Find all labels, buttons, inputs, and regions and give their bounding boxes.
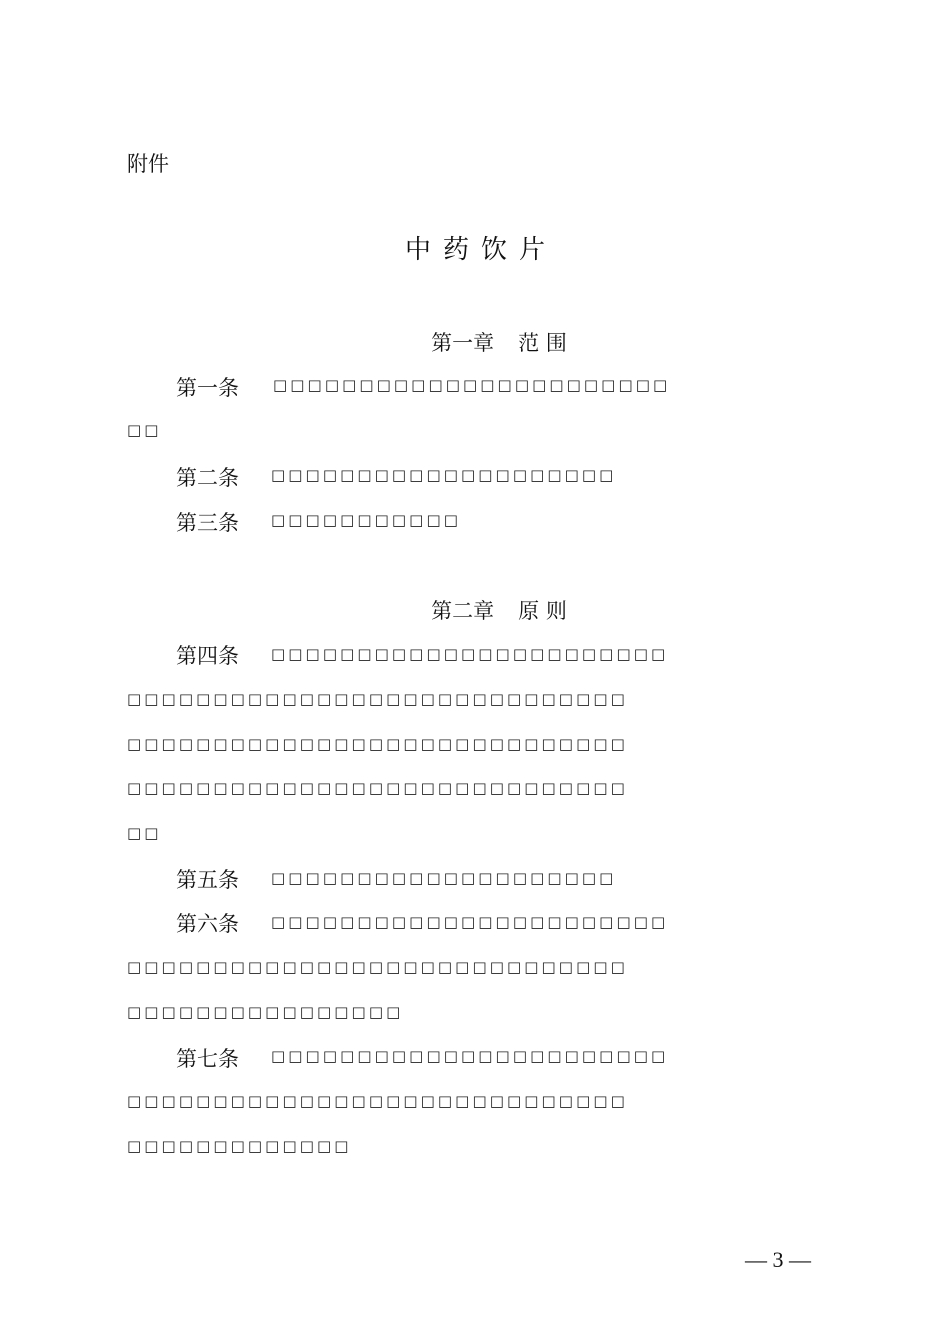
article-1-text-line-2: □□ <box>127 421 162 439</box>
article-6-label: 第六条 <box>176 912 239 936</box>
document-title: 中药饮片 <box>404 235 557 265</box>
article-5-text-line-1: □□□□□□□□□□□□□□□□□□□□ <box>271 869 617 887</box>
article-1-label: 第一条 <box>176 376 239 400</box>
article-3-label: 第三条 <box>176 511 239 535</box>
article-4-text-line-2: □□□□□□□□□□□□□□□□□□□□□□□□□□□□□ <box>127 690 628 708</box>
article-5-label: 第五条 <box>176 868 239 892</box>
chapter-1-heading <box>0 327 950 357</box>
article-7-text-line-1: □□□□□□□□□□□□□□□□□□□□□□□ <box>271 1047 669 1065</box>
article-4-text-line-3: □□□□□□□□□□□□□□□□□□□□□□□□□□□□□ <box>127 735 628 753</box>
article-7-label: 第七条 <box>176 1047 239 1071</box>
chapter-name: 原 则 <box>518 599 567 623</box>
chapter-name: 范 围 <box>518 331 567 355</box>
article-6-text-line-2: □□□□□□□□□□□□□□□□□□□□□□□□□□□□□ <box>127 958 628 976</box>
attachment-label: 附件 <box>127 152 169 176</box>
article-2-text-line-1: □□□□□□□□□□□□□□□□□□□□ <box>271 466 617 484</box>
article-6-text-line-1: □□□□□□□□□□□□□□□□□□□□□□□ <box>271 913 669 931</box>
article-4-text-line-4: □□□□□□□□□□□□□□□□□□□□□□□□□□□□□ <box>127 779 628 797</box>
page-number: — 3 — <box>745 1247 811 1272</box>
article-6-text-line-3: □□□□□□□□□□□□□□□□ <box>127 1003 404 1021</box>
article-4-text-line-1: □□□□□□□□□□□□□□□□□□□□□□□ <box>271 645 669 663</box>
article-2-label: 第二条 <box>176 466 239 490</box>
article-4-label: 第四条 <box>176 644 239 668</box>
chapter-label: 第一章 <box>431 331 495 355</box>
article-7-text-line-2: □□□□□□□□□□□□□□□□□□□□□□□□□□□□□ <box>127 1092 628 1110</box>
article-7-text-line-3: □□□□□□□□□□□□□ <box>127 1137 352 1155</box>
chapter-label: 第二章 <box>431 599 495 623</box>
chapter-2-heading <box>0 595 950 625</box>
article-3-text-line-1: □□□□□□□□□□□ <box>271 511 461 529</box>
article-4-text-line-5: □□ <box>127 824 162 842</box>
article-1-text-line-1: □□□□□□□□□□□□□□□□□□□□□□□ <box>273 376 671 394</box>
